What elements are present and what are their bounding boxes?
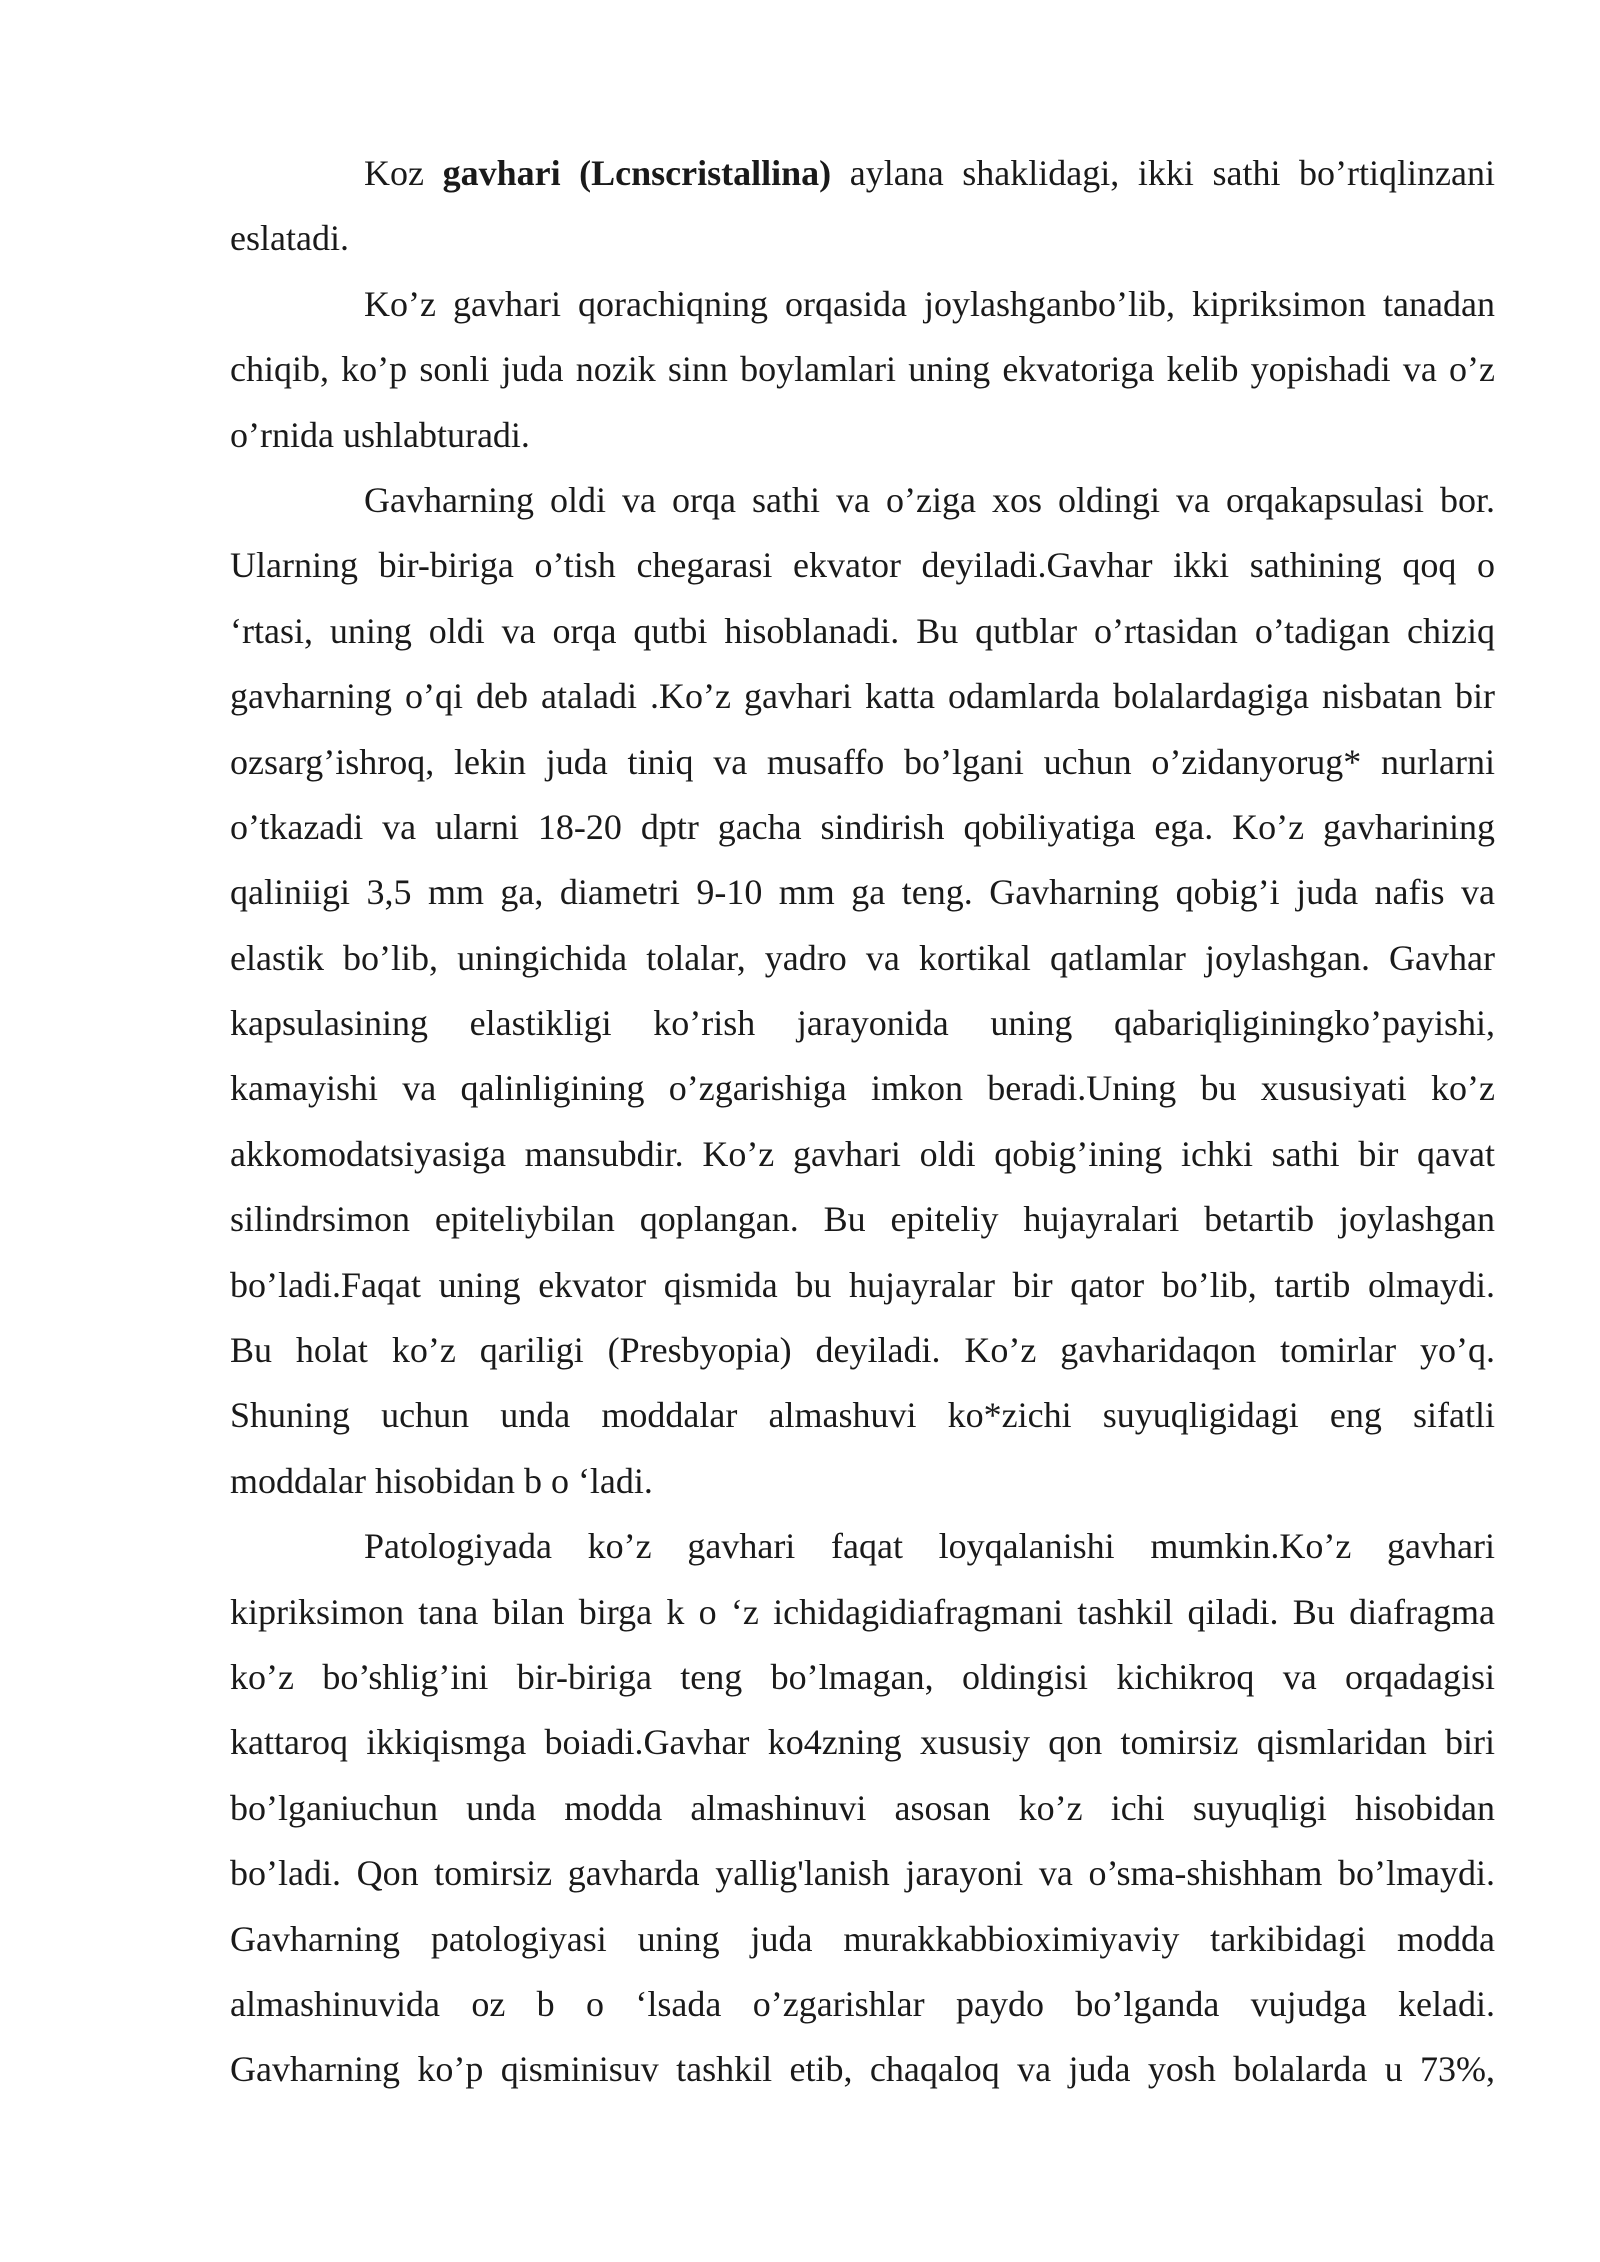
bold-term: gavhari (Lcnscristallina) (442, 153, 832, 193)
paragraph (230, 468, 1495, 1514)
text-line: bo’lganiuchun unda modda almashinuvi asosan ko’z ichi suyuqligi hisobidan (230, 1787, 1495, 1828)
document-body (230, 141, 1495, 2103)
text-line: akkomodatsiyasiga mansubdir. Ko’z gavhari oldi qobig’ining ichki sathi bir qavat (230, 1133, 1495, 1174)
text-line: silindrsimon epiteliybilan qoplangan. Bu epiteliy hujayralari betartib joylashgan (230, 1199, 1495, 1240)
text-line: Ularning bir-biriga o’tish chegarasi ekvator deyiladi.Gavhar ikki sathining qoq o (230, 545, 1495, 586)
text-run: Koz (364, 153, 443, 193)
text-line: bo’ladi. Qon tomirsiz gavharda yallig'lanish jarayoni va o’sma-shishham bo’lmaydi. (230, 1853, 1495, 1894)
text-line: ozsarg’ishroq, lekin juda tiniq va musaffo bo’lgani uchun o’zidanyorug* nurlarni (230, 741, 1495, 782)
text-line: Gavharning oldi va orqa sathi va o’ziga xos oldingi va orqakapsulasi bor. (364, 479, 1495, 520)
text-line: Gavharning patologiyasi uning juda murakkabbioximiyaviy tarkibidagi modda (230, 1918, 1495, 1959)
text-line: bo’ladi.Faqat uning ekvator qismida bu hujayralar bir qator bo’lib, tartib olmaydi. (230, 1264, 1495, 1305)
text-line: Gavharning ko’p qisminisuv tashkil etib, chaqaloq va juda yosh bolalarda u 73%, (230, 2049, 1495, 2090)
paragraph (230, 272, 1495, 468)
text-line: kamayishi va qalinligining o’zgarishiga imkon beradi.Uning bu xususiyati ko’z (230, 1068, 1495, 1109)
text-line: ko’z bo’shlig’ini bir-biriga teng bo’lmagan, oldingisi kichikroq va orqadagisi (230, 1656, 1495, 1697)
text-line: gavharning o’qi deb ataladi .Ko’z gavhari katta odamlarda bolalardagiga nisbatan bir (230, 676, 1495, 717)
text-line: o’rnida ushlabturadi. (230, 414, 530, 455)
text-line: chiqib, ko’p sonli juda nozik sinn boylamlari uning ekvatoriga kelib yopishadi va o’z (230, 349, 1495, 390)
text-line: qaliniigi 3,5 mm ga, diametri 9-10 mm ga teng. Gavharning qobig’i juda nafis va (230, 872, 1495, 913)
text-run: aylana shaklidagi, ikki sathi bo’rtiqlinzani (831, 153, 1496, 193)
text-line: eslatadi. (230, 218, 349, 259)
text-line: Bu holat ko’z qariligi (Presbyopia) deyiladi. Ko’z gavharidaqon tomirlar yo’q. (230, 1330, 1495, 1371)
text-line (230, 141, 1495, 206)
text-line: Ko’z gavhari qorachiqning orqasida joylashganbo’lib, kipriksimon tanadan (364, 283, 1495, 324)
text-line: ‘rtasi, uning oldi va orqa qutbi hisoblanadi. Bu qutblar o’rtasidan o’tadigan chiziq (230, 610, 1495, 651)
text-line: Patologiyada ko’z gavhari faqat loyqalanishi mumkin.Ko’z gavhari (364, 1526, 1495, 1567)
paragraph (230, 141, 1495, 272)
text-line: Shuning uchun unda moddalar almashuvi ko*zichi suyuqligidagi eng sifatli (230, 1395, 1495, 1436)
text-line: almashinuvida oz b o ‘lsada o’zgarishlar paydo bo’lganda vujudga keladi. (230, 1983, 1495, 2024)
text-line: kapsulasining elastikligi ko’rish jarayonida uning qabariqliginingko’payishi, (230, 1003, 1495, 1044)
text-line: kipriksimon tana bilan birga k o ‘z ichidagidiafragmani tashkil qiladi. Bu diafragma (230, 1591, 1495, 1632)
text-line: o’tkazadi va ularni 18-20 dptr gacha sindirish qobiliyatiga ega. Ko’z gavharining (230, 806, 1495, 847)
text-line: moddalar hisobidan b o ‘ladi. (230, 1460, 653, 1501)
text-line: elastik bo’lib, uningichida tolalar, yadro va kortikal qatlamlar joylashgan. Gavhar (230, 937, 1495, 978)
paragraph (230, 1514, 1495, 2103)
text-line: kattaroq ikkiqismga boiadi.Gavhar ko4zning xususiy qon tomirsiz qismlaridan biri (230, 1722, 1495, 1763)
